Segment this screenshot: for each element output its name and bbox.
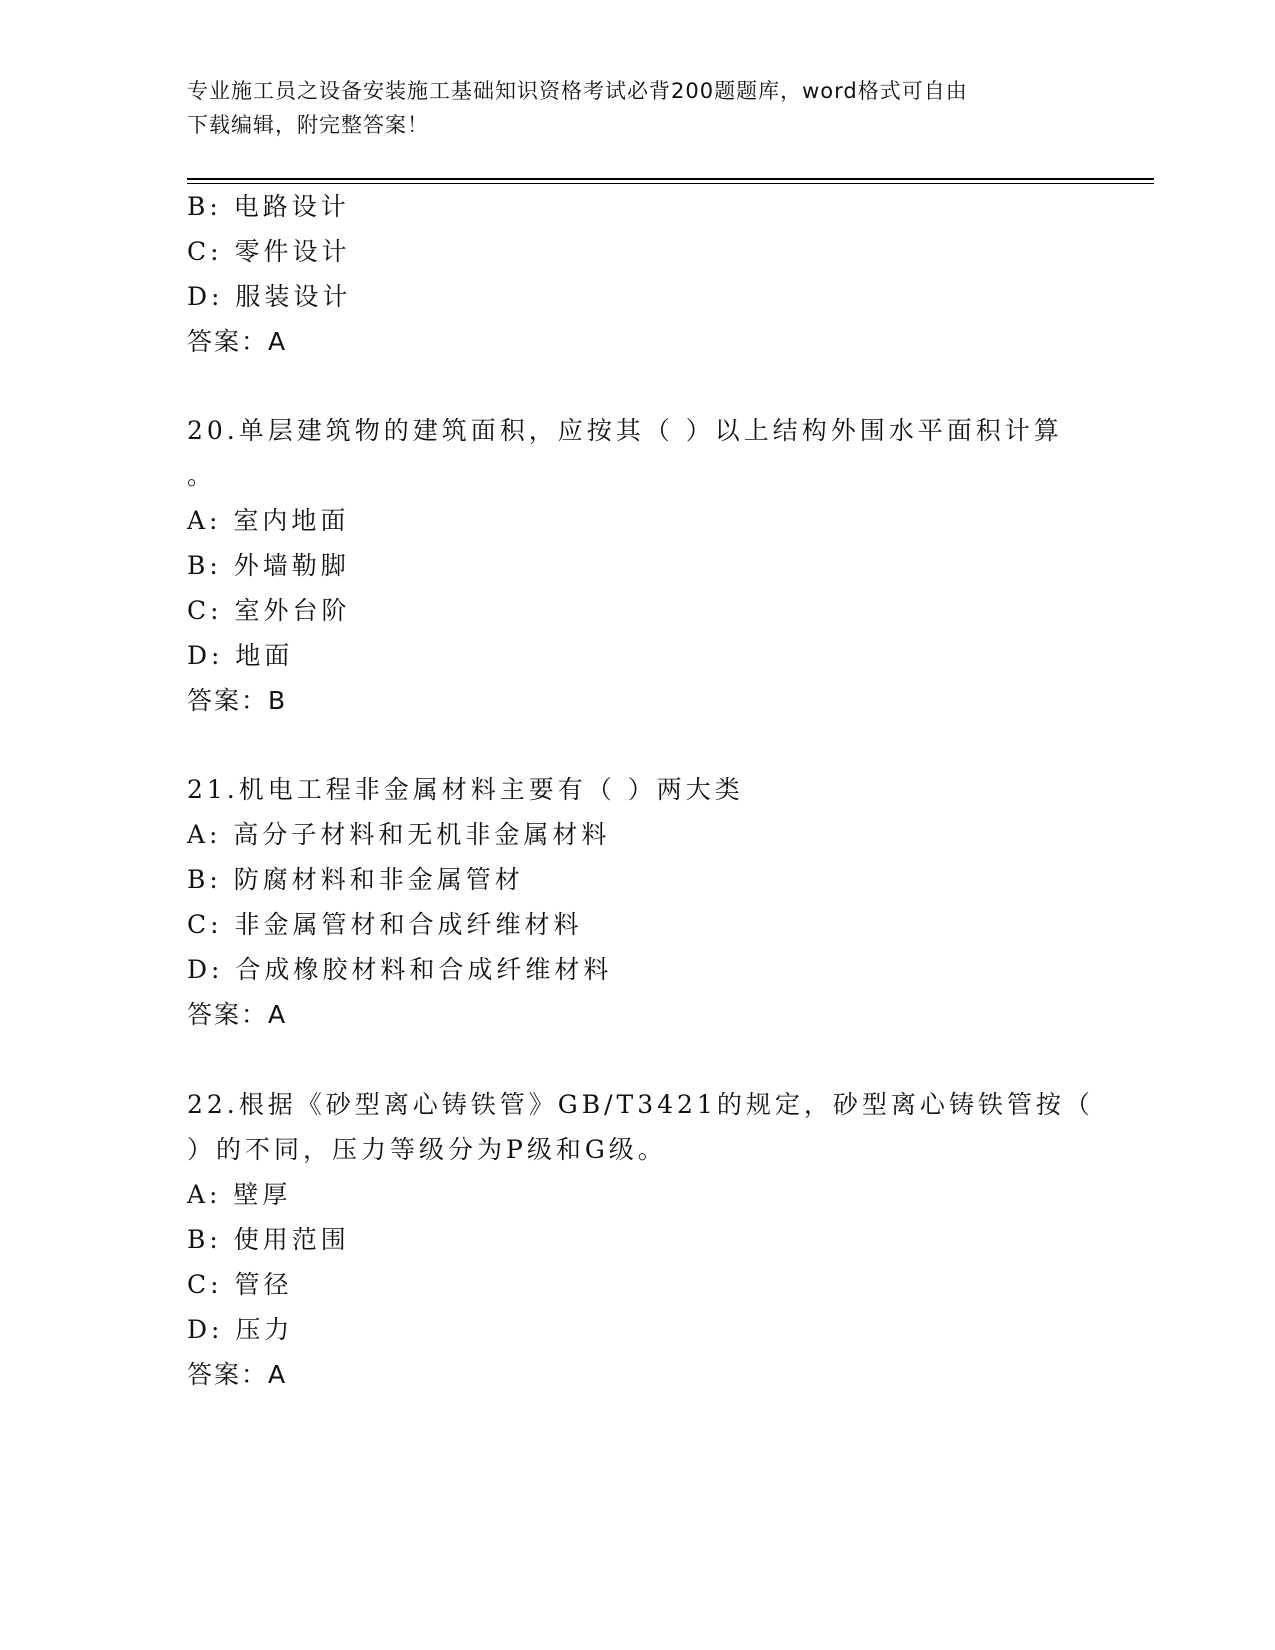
q20-option-d: D: 地面 bbox=[187, 641, 294, 670]
header-line-1: 专业施工员之设备安装施工基础知识资格考试必背200题题库，word格式可自由 bbox=[187, 79, 968, 103]
header-line-2: 下载编辑，附完整答案！ bbox=[187, 113, 429, 137]
q20-answer: 答案：B bbox=[187, 686, 288, 715]
header-rule-thin bbox=[187, 183, 1154, 184]
q21-option-b: B: 防腐材料和非金属管材 bbox=[187, 865, 524, 894]
q22-stem-line-2: ）的不同，压力等级分为P级和G级。 bbox=[187, 1135, 667, 1164]
q20-option-c: C: 室外台阶 bbox=[187, 596, 351, 625]
q19-option-d: D: 服装设计 bbox=[187, 282, 352, 311]
q19-option-c: C: 零件设计 bbox=[187, 237, 351, 266]
q19-option-b: B: 电路设计 bbox=[187, 192, 350, 221]
q22-option-c: C: 管径 bbox=[187, 1270, 293, 1299]
q19-answer: 答案：A bbox=[187, 327, 288, 356]
q20-stem-line-2: 。 bbox=[187, 461, 217, 490]
q21-option-d: D: 合成橡胶材料和合成纤维材料 bbox=[187, 955, 613, 984]
q21-answer: 答案：A bbox=[187, 1000, 288, 1029]
document-header bbox=[187, 74, 1067, 142]
q21-stem-line-1: 21.机电工程非金属材料主要有（ ）两大类 bbox=[187, 775, 744, 804]
q20-stem-line-1: 20.单层建筑物的建筑面积，应按其（ ）以上结构外围水平面积计算 bbox=[187, 416, 1063, 445]
q21-option-c: C: 非金属管材和合成纤维材料 bbox=[187, 910, 583, 939]
q22-option-b: B: 使用范围 bbox=[187, 1225, 350, 1254]
q22-option-d: D: 压力 bbox=[187, 1315, 294, 1344]
q20-option-a: A: 室内地面 bbox=[187, 506, 350, 535]
header-rule-thick bbox=[187, 178, 1154, 180]
q22-stem-line-1: 22.根据《砂型离心铸铁管》GB/T3421的规定，砂型离心铸铁管按（ bbox=[187, 1090, 1094, 1119]
q22-answer: 答案：A bbox=[187, 1360, 288, 1389]
q20-option-b: B: 外墙勒脚 bbox=[187, 551, 350, 580]
q21-option-a: A: 高分子材料和无机非金属材料 bbox=[187, 820, 611, 849]
q22-option-a: A: 壁厚 bbox=[187, 1180, 292, 1209]
